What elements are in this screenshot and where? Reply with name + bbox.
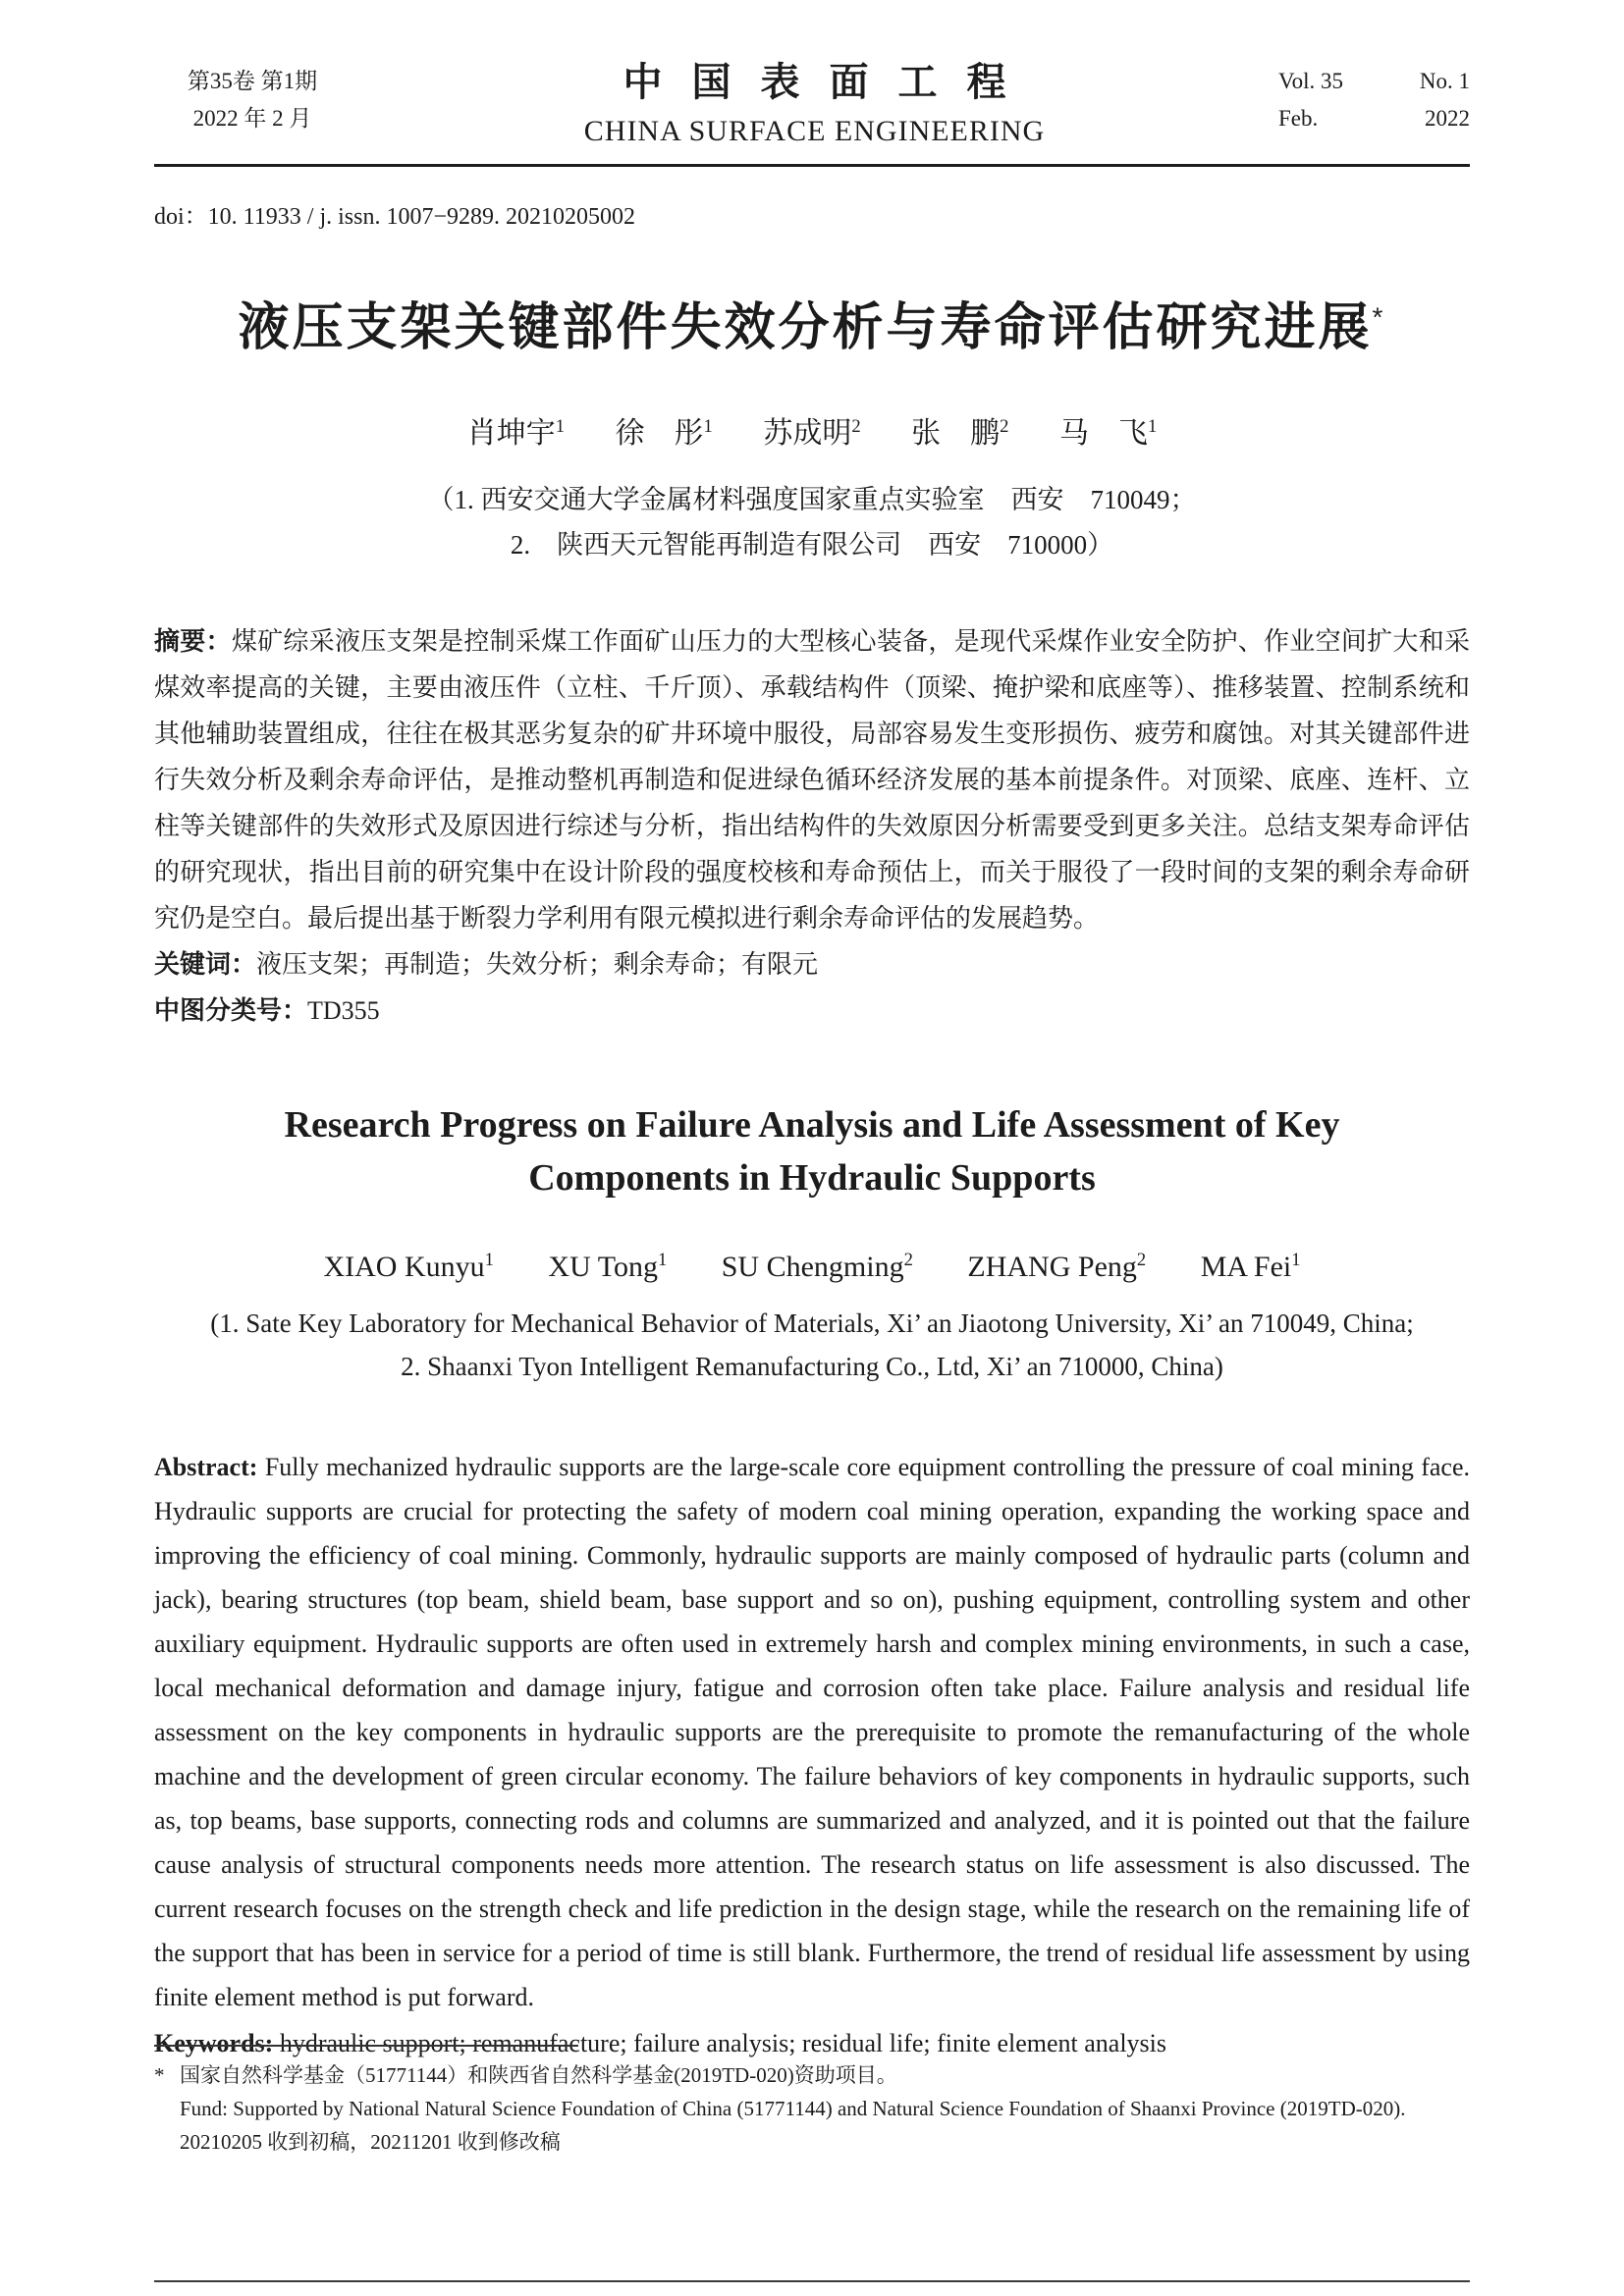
footnote-funding-cn <box>154 2058 1470 2092</box>
author-affiliation-superscript: 2 <box>1136 1250 1147 1270</box>
keywords-cn <box>154 941 1470 988</box>
author-affiliation-superscript: 1 <box>1147 416 1158 437</box>
keywords-label-cn: 关键词： <box>154 949 257 979</box>
footnote-divider <box>154 2045 578 2047</box>
footnote-star: * <box>154 2063 165 2087</box>
authors-en <box>154 1250 1470 1284</box>
author-name: SU Chengming <box>721 1251 904 1283</box>
affiliations-cn <box>154 477 1470 567</box>
author-cn <box>467 417 565 450</box>
affiliation-cn-2: 2. 陕西天元智能再制造有限公司 西安 710000） <box>510 530 1114 560</box>
footnote-dates: 20210205 收到初稿，20211201 收到修改稿 <box>180 2130 561 2154</box>
author-en <box>967 1251 1146 1283</box>
author-affiliation-superscript: 2 <box>1000 416 1009 437</box>
issue-info-en <box>1278 63 1470 137</box>
abstract-label-en: Abstract: <box>154 1453 258 1481</box>
authors-cn <box>154 408 1470 452</box>
abstract-body-en: Fully mechanized hydraulic supports are the large-scale core equipment controlling the pressure of coal mining face. Hydraulic supports are crucial for protecting the safety of modern coal mining operation, expanding the working space and improving the efficiency of coal mining. Commonly, hydraulic supports are mainly composed of hydraulic parts (column and jack), bearing structures (top beam, shield beam, base support and so on), pushing equipment, controlling system and other auxiliary equipment. Hydraulic supports are often used in extremely harsh and complex mining environments, in such a case, local mechanical deformation and damage injury, fatigue and corrosion often take place. Failure analysis and residual life assessment on the key components in hydraulic supports are the prerequisite to promote the remanufacturing of the whole machine and the development of green circular economy. The failure behaviors of key components in hydraulic supports, such as, top beams, base supports, connecting rods and columns are summarized and analyzed, and it is pointed out that the failure cause analysis of structural components needs more attention. The research status on life assessment is also discussed. The current research focuses on the strength check and life prediction in the design stage, while the research on the remaining life of the support that has been in service for a period of time is still blank. Furthermore, the trend of residual life assessment by using finite element method is put forward. <box>154 1453 1470 2011</box>
issue-date-cn: 2022 年 2 月 <box>192 105 312 131</box>
article-title-cn <box>154 286 1470 359</box>
clc-number: TD355 <box>307 996 380 1025</box>
doi-line: doi：10. 11933 / j. issn. 1007−9289. 20210205002 <box>154 204 635 230</box>
affiliation-en-1: (1. Sate Key Laboratory for Mechanical Behavior of Materials, Xi’ an Jiaotong University, Xi’ an 710049, China; <box>210 1308 1414 1338</box>
issue-month-en: Feb. <box>1278 105 1319 131</box>
author-affiliation-superscript: 2 <box>903 1250 913 1270</box>
author-affiliation-superscript: 1 <box>703 416 713 437</box>
article-title-en-line2: Components in Hydraulic Supports <box>528 1157 1096 1199</box>
volume-issue-cn: 第35卷 第1期 <box>187 68 318 93</box>
author-name: 肖坤宇 <box>466 417 556 450</box>
author-en <box>323 1251 493 1283</box>
author-affiliation-superscript: 1 <box>484 1250 494 1270</box>
footnote-funding-cn-text: 国家自然科学基金（51771144）和陕西省自然科学基金(2019TD-020)资助项目。 <box>180 2063 897 2087</box>
journal-title-block <box>351 51 1278 148</box>
article-title-cn-text: 液压支架关键部件失效分析与寿命评估研究进展 <box>238 299 1373 356</box>
author-name: ZHANG Peng <box>967 1251 1137 1283</box>
abstract-cn <box>154 618 1470 941</box>
author-name: 苏成明 <box>763 417 852 450</box>
keywords-label-en: Keywords: <box>154 2029 274 2057</box>
abstract-en <box>154 1445 1470 2019</box>
author-en <box>1201 1251 1301 1283</box>
journal-header <box>154 51 1470 148</box>
footnote-funding-en: Fund: Supported by National Natural Science Foundation of China (51771144) and Natural Science Foundation of Shaanxi Province (2019TD-020). <box>180 2097 1406 2120</box>
author-name: XIAO Kunyu <box>323 1251 485 1283</box>
author-name: 徐 彤 <box>615 417 704 450</box>
title-footnote-marker: * <box>1372 301 1386 333</box>
volume-number-row <box>1278 63 1470 100</box>
author-name: MA Fei <box>1200 1251 1292 1283</box>
header-divider <box>154 164 1470 167</box>
author-cn <box>1059 417 1157 450</box>
page-bottom-rule <box>154 2280 1470 2282</box>
footnote-block <box>154 2045 1470 2159</box>
abstract-text-cn: 煤矿综采液压支架是控制采煤工作面矿山压力的大型核心装备，是现代采煤作业安全防护、作业空间扩大和采煤效率提高的关键，主要由液压件（立柱、千斤顶）、承载结构件（顶梁、掩护梁和底座等）、推移装置、控制系统和其他辅助装置组成，往往在极其恶劣复杂的矿井环境中服役，局部容易发生变形损伤、疲劳和腐蚀。对其关键部件进行失效分析及剩余寿命评估，是推动整机再制造和促进绿色循环经济发展的基本前提条件。对顶梁、底座、连杆、立柱等关键部件的失效形式及原因进行综述与分析，指出结构件的失效原因分析需要受到更多关注。总结支架寿命评估的研究现状，指出目前的研究集中在设计阶段的强度校核和寿命预估上，而关于服役了一段时间的支架的剩余寿命研究仍是空白。最后提出基于断裂力学利用有限元模拟进行剩余寿命评估的发展趋势。 <box>154 627 1470 933</box>
author-name: 马 飞 <box>1058 417 1148 450</box>
abstract-text-en <box>257 1453 264 1481</box>
author-name: 张 鹏 <box>911 417 1001 450</box>
article-title-en-line1: Research Progress on Failure Analysis and Life Assessment of Key <box>284 1104 1340 1146</box>
article-title-en <box>154 1098 1470 1204</box>
author-affiliation-superscript: 1 <box>1291 1250 1301 1270</box>
author-affiliation-superscript: 2 <box>851 416 861 437</box>
author-en <box>722 1251 913 1283</box>
keywords-text-cn: 液压支架；再制造；失效分析；剩余寿命；有限元 <box>256 950 819 979</box>
abstract-label-cn: 摘要： <box>154 626 232 656</box>
issue-number-en: No. 1 <box>1419 68 1470 93</box>
journal-name-en: CHINA SURFACE ENGINEERING <box>583 115 1046 147</box>
affiliation-cn-1: （1. 西安交通大学金属材料强度国家重点实验室 西安 710049； <box>427 485 1197 514</box>
volume-en: Vol. 35 <box>1278 68 1344 93</box>
journal-name-cn: 中国表面工程 <box>623 60 1036 104</box>
affiliation-en-2: 2. Shaanxi Tyon Intelligent Remanufacturing Co., Ltd, Xi’ an 710000, China) <box>401 1352 1223 1381</box>
affiliations-en <box>154 1302 1470 1388</box>
author-cn <box>911 417 1008 450</box>
author-en <box>548 1251 667 1283</box>
clc-label: 中图分类号： <box>154 995 308 1025</box>
issue-info-cn <box>154 63 351 137</box>
author-name: XU Tong <box>548 1251 658 1283</box>
author-cn <box>763 417 860 450</box>
author-affiliation-superscript: 1 <box>657 1250 668 1270</box>
clc-line <box>154 988 1470 1034</box>
author-affiliation-superscript: 1 <box>555 416 566 437</box>
issue-year-en: 2022 <box>1425 105 1470 131</box>
keywords-text-en: hydraulic support; remanufacture; failure analysis; residual life; finite element analysis <box>279 2029 1167 2057</box>
issue-date-row <box>1278 100 1470 137</box>
author-cn <box>616 417 713 450</box>
